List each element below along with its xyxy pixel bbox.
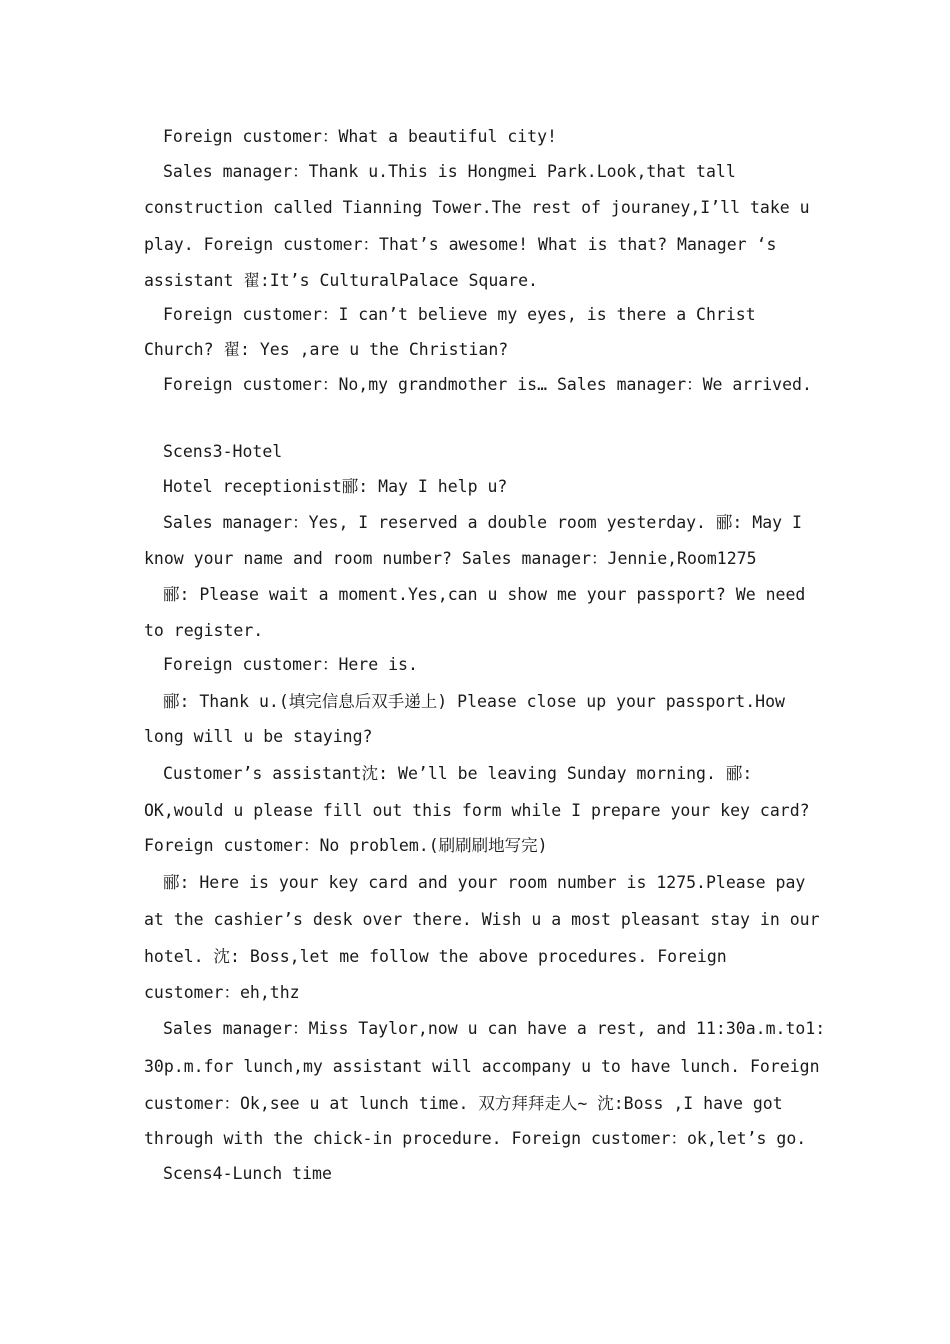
text-line: OK,would u please fill out this form while I prepare your key card? <box>144 800 810 820</box>
text-line: long will u be staying? <box>144 727 373 747</box>
text-line: assistant 翟:It’s CulturalPalace Square. <box>144 270 538 290</box>
text-line: customer：Ok,see u at lunch time. 双方拜拜走人~ 沈:Boss ,I have got <box>144 1093 783 1113</box>
text-line: through with the chick-in procedure. Foreign customer：ok,let’s go. <box>144 1129 807 1149</box>
text-line: Customer’s assistant沈: We’ll be leaving Sunday morning. 郦: <box>163 763 753 783</box>
text-line: 郦: Here is your key card and your room number is 1275.Please pay <box>163 872 806 892</box>
text-line: Foreign customer：Here is. <box>163 655 418 675</box>
text-line: Hotel receptionist郦: May I help u? <box>163 476 508 496</box>
section-heading: Scens4-Lunch time <box>163 1163 332 1183</box>
text-line: construction called Tianning Tower.The rest of jouraney,I’ll take u <box>144 198 810 218</box>
text-line: play. Foreign customer：That’s awesome! What is that? Manager ‘s <box>144 235 777 255</box>
text-line: Sales manager：Miss Taylor,now u can have a rest, and 11:30a.m.to1: <box>163 1019 826 1039</box>
text-line: Foreign customer：No problem.(刷刷刷地写完) <box>144 836 548 856</box>
text-line: Church? 翟: Yes ,are u the Christian? <box>144 339 509 359</box>
text-line: customer：eh,thz <box>144 982 300 1002</box>
text-line: hotel. 沈: Boss,let me follow the above procedures. Foreign <box>144 947 727 967</box>
text-line: to register. <box>144 620 264 640</box>
text-line: 30p.m.for lunch,my assistant will accompany u to have lunch. Foreign <box>144 1056 820 1076</box>
text-line: Foreign customer：What a beautiful city! <box>163 127 557 146</box>
text-line: Sales manager：Yes, I reserved a double room yesterday. 郦: May I <box>163 513 802 533</box>
text-line: 郦: Please wait a moment.Yes,can u show me your passport? We need <box>163 585 806 605</box>
document-page <box>144 120 826 1191</box>
text-line: Foreign customer：No,my grandmother is… Sales manager：We arrived. <box>163 374 812 394</box>
text-line: Sales manager：Thank u.This is Hongmei Park.Look,that tall <box>163 161 736 181</box>
paragraph-gap <box>144 402 808 435</box>
text-line: know your name and room number? Sales manager：Jennie,Room1275 <box>144 548 757 568</box>
text-line: at the cashier’s desk over there. Wish u a most pleasant stay in our <box>144 910 820 930</box>
section-heading: Scens3-Hotel <box>163 442 283 462</box>
text-line: Foreign customer：I can’t believe my eyes, is there a Christ <box>163 305 756 325</box>
text-line: 郦: Thank u.(填完信息后双手递上) Please close up your passport.How <box>163 691 785 711</box>
